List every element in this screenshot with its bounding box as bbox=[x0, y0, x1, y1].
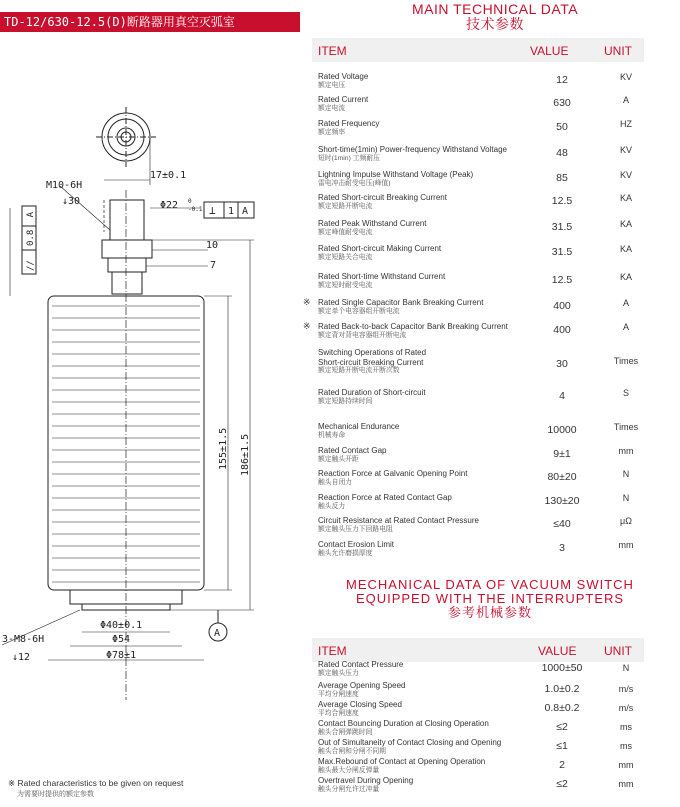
technical-row-label-cn: 机械寿命 bbox=[318, 431, 346, 439]
mechanical-row-label-en: Contact Bouncing Duration at Closing Operation bbox=[318, 719, 489, 728]
thread-bottom-label: 3-M8-6H bbox=[2, 634, 45, 645]
mechanical-row-label-cn: 平均合闸速度 bbox=[318, 709, 359, 717]
technical-row-label-en: Rated Frequency bbox=[318, 119, 380, 128]
technical-row-label-cn: 额定触头压力下回路电阻 bbox=[318, 525, 393, 533]
technical-row-label-en: Switching Operations of Rated bbox=[318, 348, 427, 357]
technical-row bbox=[318, 272, 642, 290]
technical-row bbox=[318, 244, 642, 262]
technical-row-label-en: Rated Back-to-back Capacitor Bank Breaking Current bbox=[318, 322, 508, 331]
dia-40: Φ40±0.1 bbox=[100, 620, 143, 631]
mechanical-row-label-en: Rated Contact Pressure bbox=[318, 660, 404, 669]
technical-row-label-en: Reaction Force at Rated Contact Gap bbox=[318, 493, 452, 502]
technical-row-label-en: Short-time(1min) Power-frequency Withstand Voltage bbox=[318, 145, 507, 154]
technical-row bbox=[318, 388, 642, 406]
drawing-title: TD-12/630-12.5(D)断路器用真空灭弧室 bbox=[0, 12, 300, 32]
technical-row-value: 30 bbox=[556, 358, 568, 370]
thread-bottom-depth: ↓12 bbox=[12, 652, 31, 663]
technical-row-label-en: Rated Duration of Short-circuit bbox=[318, 388, 426, 397]
height-body: 155±1.5 bbox=[218, 427, 229, 470]
technical-row bbox=[318, 219, 642, 237]
height-total: 186±1.5 bbox=[240, 433, 251, 476]
shaft-dia-tol-upper: 0 bbox=[188, 198, 192, 205]
technical-row-value: 130±20 bbox=[544, 495, 580, 507]
mechanical-row-label-en: Out of Simultaneity of Contact Closing and Opening bbox=[318, 738, 502, 747]
technical-row-unit: A bbox=[622, 322, 629, 332]
technical-row-unit: S bbox=[622, 388, 629, 398]
technical-row-value: 31.5 bbox=[551, 221, 573, 233]
technical-row bbox=[318, 298, 642, 316]
mechanical-row-unit: N bbox=[622, 663, 630, 673]
mechanical-row-value: ≤1 bbox=[556, 740, 568, 752]
technical-row-label-en: Lightning Impulse Withstand Voltage (Peak) bbox=[318, 170, 474, 179]
mechanical-row-value: 0.8±0.2 bbox=[544, 702, 580, 714]
mechanical-row-unit: mm bbox=[618, 760, 634, 770]
technical-title bbox=[340, 2, 650, 32]
dim-10: 10 bbox=[206, 240, 219, 251]
footnote bbox=[8, 778, 183, 800]
mechanical-title-en-2: EQUIPPED WITH THE INTERRUPTERS bbox=[355, 591, 625, 606]
technical-row-value: 12 bbox=[556, 74, 568, 86]
footnote-en: Rated characteristics to be given on request bbox=[17, 778, 184, 788]
technical-row-label-en: Rated Single Capacitor Bank Breaking Current bbox=[318, 298, 484, 307]
technical-row-label-en-2: Short-circuit Breaking Current bbox=[318, 357, 424, 367]
technical-row-label-cn: 触头自闭力 bbox=[318, 478, 352, 486]
technical-row-label-en: Rated Short-circuit Making Current bbox=[318, 244, 442, 253]
technical-row-value: 630 bbox=[553, 97, 571, 109]
technical-row-value: 50 bbox=[556, 121, 568, 133]
technical-row-label-en: Mechanical Endurance bbox=[318, 422, 400, 431]
technical-row-label-cn: 雷电冲击耐受电压(峰值) bbox=[318, 179, 391, 187]
technical-row-value: 12.5 bbox=[551, 274, 573, 286]
technical-header bbox=[312, 38, 644, 62]
technical-row-value: ≤40 bbox=[553, 518, 571, 530]
technical-row-unit: A bbox=[622, 298, 629, 308]
technical-row-value: 85 bbox=[556, 172, 568, 184]
mechanical-row-label-en: Average Closing Speed bbox=[318, 700, 402, 709]
technical-row bbox=[318, 469, 642, 487]
technical-row-value: 48 bbox=[556, 147, 568, 159]
technical-row-unit: mm bbox=[618, 446, 634, 456]
perp-datum: A bbox=[242, 206, 249, 217]
technical-row-label-cn: 触头反力 bbox=[318, 502, 346, 510]
shaft-dia-tol-lower: -0.1 bbox=[188, 206, 203, 213]
technical-row-value: 10000 bbox=[547, 424, 577, 436]
mechanical-title-cn: 参考机械参数 bbox=[447, 605, 532, 620]
technical-row-unit: N bbox=[622, 469, 630, 479]
technical-row-mark: ※ bbox=[303, 297, 311, 307]
top-view bbox=[96, 107, 156, 185]
dimension-lines bbox=[2, 180, 254, 660]
technical-row-label-cn: 额定电压 bbox=[318, 81, 346, 89]
technical-row bbox=[318, 119, 642, 137]
technical-row-value: 4 bbox=[559, 390, 565, 402]
technical-row-label-cn: 额定触头开距 bbox=[318, 455, 359, 463]
technical-row-value: 400 bbox=[553, 300, 571, 312]
technical-title-cn: 技术参数 bbox=[466, 16, 524, 32]
perp-value: 1 bbox=[228, 206, 235, 217]
mechanical-row-label-cn: 额定触头压力 bbox=[318, 669, 359, 677]
mechanical-row-unit: m/s bbox=[618, 684, 634, 694]
technical-row-unit: KA bbox=[619, 193, 632, 203]
technical-row-label-en: Reaction Force at Galvanic Opening Point bbox=[318, 469, 468, 478]
technical-row-label-cn: 额定短路开断电流开断次数 bbox=[318, 367, 400, 374]
footnote-cn: 为需要时提供的额定参数 bbox=[17, 791, 94, 798]
mechanical-row-label-cn: 触头分闸允许过冲量 bbox=[318, 785, 380, 793]
dia-54: Φ54 bbox=[112, 634, 131, 645]
technical-row-label-en: Rated Contact Gap bbox=[318, 446, 387, 455]
mechanical-header-unit: UNIT bbox=[604, 644, 632, 658]
mechanical-row-value: 1.0±0.2 bbox=[544, 683, 580, 695]
technical-row-value: 31.5 bbox=[551, 246, 573, 258]
technical-title-en: MAIN TECHNICAL DATA bbox=[411, 1, 579, 17]
technical-row-unit: mm bbox=[618, 540, 634, 550]
mechanical-header-item: ITEM bbox=[318, 644, 347, 658]
technical-row-label-cn: 额定短时耐受电流 bbox=[318, 281, 373, 289]
technical-row-unit: KV bbox=[619, 145, 632, 155]
mechanical-row bbox=[318, 757, 642, 775]
mechanical-row-label-cn: 触头合闸弹跳时间 bbox=[318, 728, 373, 736]
technical-row bbox=[318, 145, 642, 163]
mechanical-row bbox=[318, 700, 642, 718]
technical-header-unit: UNIT bbox=[604, 44, 632, 58]
technical-header-item: ITEM bbox=[318, 44, 347, 58]
thread-top-label: M10-6H bbox=[46, 180, 83, 191]
mechanical-row-label-en: Max.Rebound of Contact at Opening Operation bbox=[318, 757, 486, 766]
technical-row-unit: μΩ bbox=[620, 516, 632, 526]
mechanical-row-unit: ms bbox=[620, 722, 632, 732]
interrupter-drawing bbox=[0, 40, 305, 770]
shaft-dia-label: Φ22 bbox=[160, 200, 179, 211]
mechanical-row bbox=[318, 660, 642, 678]
mechanical-row bbox=[318, 681, 642, 699]
technical-row bbox=[318, 516, 642, 534]
technical-row-value: 12.5 bbox=[551, 195, 573, 207]
mechanical-row-label-cn: 触头最大分闸反弹量 bbox=[318, 766, 380, 774]
technical-row-label-en: Rated Short-circuit Breaking Current bbox=[318, 193, 447, 202]
mechanical-title-en-1: MECHANICAL DATA OF VACUUM SWITCH bbox=[346, 577, 634, 592]
technical-row-label-cn: 额定短路持续时间 bbox=[318, 397, 373, 405]
technical-row-label-cn: 触头允许磨损厚度 bbox=[318, 549, 373, 557]
mechanical-row-value: 1000±50 bbox=[541, 662, 583, 674]
mechanical-row bbox=[318, 776, 642, 794]
thread-top-depth: ↓30 bbox=[62, 196, 81, 207]
mechanical-row bbox=[318, 738, 642, 756]
technical-row-label-en: Rated Voltage bbox=[318, 72, 369, 81]
mechanical-row-label-cn: 平均分闸速度 bbox=[318, 690, 359, 698]
technical-row-label-cn: 额定峰值耐受电流 bbox=[318, 228, 373, 236]
mechanical-row-unit: mm bbox=[618, 779, 634, 789]
technical-row-label-en: Rated Current bbox=[318, 95, 369, 104]
technical-row bbox=[318, 72, 642, 90]
technical-row-label-cn: 额定频率 bbox=[318, 128, 346, 136]
mechanical-header-value: VALUE bbox=[538, 644, 577, 658]
technical-row-value: 80±20 bbox=[547, 471, 577, 483]
technical-row-unit: Times bbox=[613, 422, 639, 432]
technical-row bbox=[318, 493, 642, 511]
flat-datum: A bbox=[26, 212, 36, 218]
mechanical-row-unit: m/s bbox=[618, 703, 634, 713]
technical-row-value: 9±1 bbox=[553, 448, 571, 460]
technical-row bbox=[318, 322, 642, 340]
technical-row bbox=[318, 348, 642, 375]
technical-row-label-en: Rated Peak Withstand Current bbox=[318, 219, 427, 228]
technical-row-unit: HZ bbox=[620, 119, 632, 129]
technical-row-unit: KV bbox=[619, 170, 632, 180]
flat-value: 0.8 bbox=[26, 229, 36, 246]
technical-header-value: VALUE bbox=[530, 44, 569, 58]
technical-row-label-en: Circuit Resistance at Rated Contact Pressure bbox=[318, 516, 479, 525]
mechanical-row-label-en: Overtravel During Opening bbox=[318, 776, 414, 785]
technical-row-unit: N bbox=[622, 493, 630, 503]
technical-row bbox=[318, 170, 642, 188]
technical-row bbox=[318, 422, 642, 440]
technical-row-unit: KA bbox=[619, 272, 632, 282]
technical-row-label-cn: 额定背对背电容器组开断电流 bbox=[318, 331, 407, 339]
technical-row-label-cn: 额定电流 bbox=[318, 104, 346, 112]
technical-row bbox=[318, 540, 642, 558]
technical-row-unit: KA bbox=[619, 219, 632, 229]
flat-width-label: 17±0.1 bbox=[150, 170, 187, 181]
technical-row-unit: Times bbox=[613, 356, 639, 366]
technical-row-label-cn: 短时(1min) 工频耐压 bbox=[318, 154, 380, 162]
dia-78: Φ78±1 bbox=[106, 650, 137, 661]
mechanical-row-unit: ms bbox=[620, 741, 632, 751]
mechanical-row-label-cn: 触头合闸和分闸不同期 bbox=[318, 747, 386, 755]
perp-symbol: ⊥ bbox=[209, 204, 216, 217]
mechanical-row bbox=[318, 719, 642, 737]
datum-label: A bbox=[214, 628, 221, 639]
mechanical-row-value: ≤2 bbox=[556, 778, 568, 790]
technical-row-value: 3 bbox=[559, 542, 565, 554]
technical-row-mark: ※ bbox=[303, 321, 311, 331]
technical-row-unit: KV bbox=[619, 72, 632, 82]
technical-row-label-en: Contact Erosion Limit bbox=[318, 540, 395, 549]
technical-row-unit: KA bbox=[619, 244, 632, 254]
mechanical-header bbox=[312, 638, 644, 662]
mechanical-row-value: 2 bbox=[559, 759, 565, 771]
technical-row-label-cn: 额定单个电容器组开断电流 bbox=[318, 307, 400, 315]
technical-row-value: 400 bbox=[553, 324, 571, 336]
mechanical-row-label-en: Average Opening Speed bbox=[318, 681, 406, 690]
technical-row-label-cn: 额定短路开断电流 bbox=[318, 202, 373, 210]
technical-row bbox=[318, 95, 642, 113]
footnote-mark: ※ bbox=[8, 778, 16, 788]
technical-row bbox=[318, 446, 642, 464]
flat-symbol: // bbox=[26, 260, 36, 271]
technical-row-label-en: Rated Short-time Withstand Current bbox=[318, 272, 446, 281]
technical-row bbox=[318, 193, 642, 211]
technical-row-label-cn: 额定短路关合电流 bbox=[318, 253, 373, 261]
dim-7: 7 bbox=[210, 260, 217, 271]
technical-row-unit: A bbox=[622, 95, 629, 105]
mechanical-title bbox=[315, 578, 665, 620]
mechanical-row-value: ≤2 bbox=[556, 721, 568, 733]
